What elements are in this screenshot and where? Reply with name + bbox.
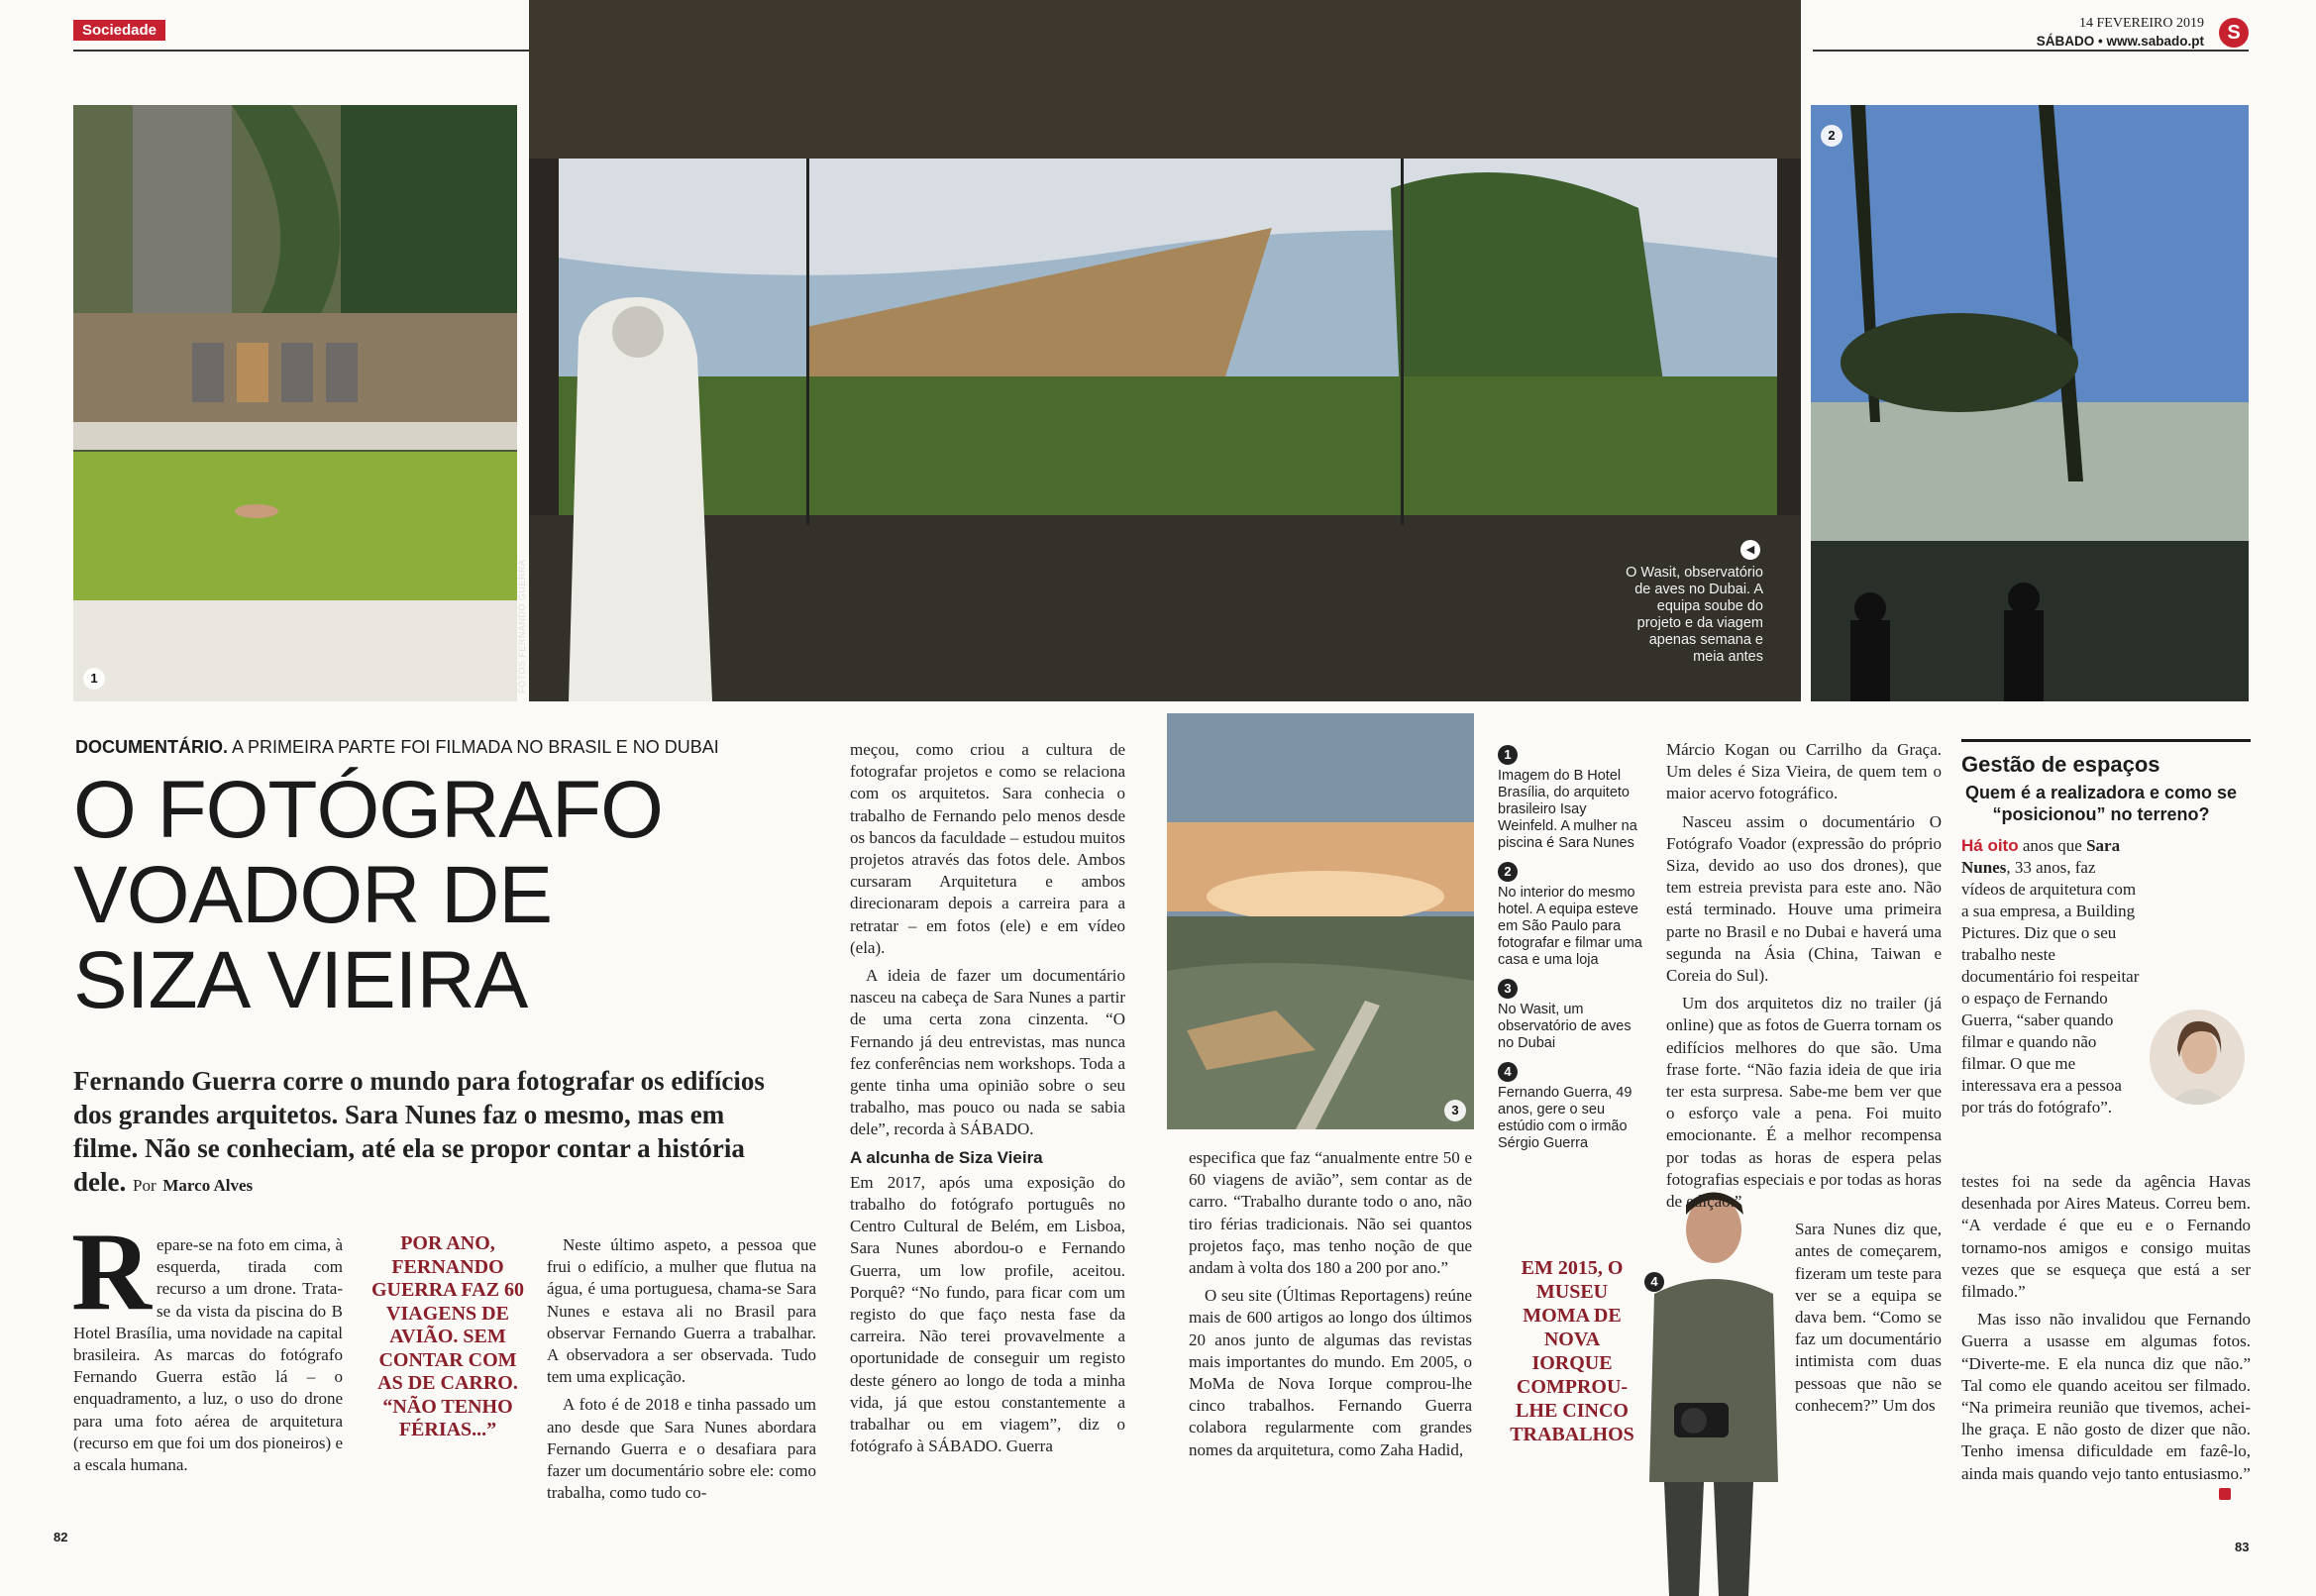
header-rule-left xyxy=(73,50,529,52)
col6-para-3: Um dos arquitetos diz no trailer (já online) que as fotos de Guerra tornam os edifícios melhores do que são. Uma frase forte. “Não fazia ideia de que iria ter esta surpresa. Sabe-me bem ver que o esforço vale a pena. Foi muito emocionante. É a melhor recompensa por todas as horas de espera pelas fotografias especiais e por todas as horas de edição.” xyxy=(1666,994,1942,1212)
issue-date: 14 FEVEREIRO 2019 xyxy=(2079,16,2204,31)
drop-cap: R xyxy=(71,1211,152,1333)
sidebar-box xyxy=(1961,739,2251,1165)
photo-badge-4: 4 xyxy=(1644,1272,1664,1292)
caption-2: 2 No interior do mesmo hotel. A equipa esteve em São Paulo para fotografar e filmar uma casa e uma loja xyxy=(1498,864,1642,968)
kicker xyxy=(75,737,719,758)
byline-name: Marco Alves xyxy=(162,1176,254,1195)
sidebar-title: Gestão de espaços xyxy=(1961,752,2160,777)
caption-1: 1 Imagem do B Hotel Brasília, do arquiteto brasileiro Isay Weinfeld. A mulher na piscina é Sara Nunes xyxy=(1498,747,1637,851)
sara-nunes-avatar xyxy=(2150,1010,2245,1105)
header-rule-right xyxy=(1813,50,2249,52)
col2-para-2: A foto é de 2018 e tinha passado um ano desde que Sara Nunes abordara Fernando Guerra e o desafiara para fazer um documentário sobre ele: como trabalha, como tudo co- xyxy=(547,1395,816,1503)
col2-para-1: Neste último aspeto, a pessoa que frui o edifício, a mulher que flutua na água, é uma portuguesa, chama-se Sara Nunes e estava ali no Brasil para observar Fernando Guerra a trabalhar. A observadora a ser observada. Tudo tem uma explicação. xyxy=(547,1235,816,1387)
end-mark-icon xyxy=(2219,1488,2231,1500)
publication-name: SÁBADO • www.sabado.pt xyxy=(2036,34,2204,49)
page-number-right: 83 xyxy=(2235,1540,2250,1554)
sidebar-para-3: Mas isso não invalidou que Fernando Guerra a usasse em algumas fotos. “Diverte-me. E ela nunca diz que não.” Tal como ele quando aceitou ser filmado. “Na primeira reunião que tivemos, achei-lhe graça. E não gosto de dizer que não. Tenho imensa dificuldade em fazê-lo, ainda mais quando vejo tanto entusiasmo.” xyxy=(1961,1310,2251,1483)
sidebar-continuation xyxy=(1961,1171,2251,1491)
caption-4: 4 Fernando Guerra, 49 anos, gere o seu estúdio com o irmão Sérgio Guerra xyxy=(1498,1064,1632,1151)
byline-prefix: Por xyxy=(133,1176,157,1195)
caption-arrow-icon: ◀ xyxy=(1740,540,1760,560)
sidebar-question: Quem é a realizadora e como se “posicionou” no terreno? xyxy=(1964,783,2238,824)
photo-hotel-interior xyxy=(1811,105,2249,701)
sidebar-para-2: testes foi na sede da agência Havas desenhada por Aires Mateus. Correu bem. “A verdade é que eu e o Fernando tornamo-nos amigos e consigo muitas vezes que se esqueça que está a ser filmado.” xyxy=(1961,1172,2251,1302)
photo-wasit-observatory xyxy=(529,0,1801,701)
headline xyxy=(73,765,663,1025)
body-column-4 xyxy=(1189,1147,1472,1467)
main-photo-caption: O Wasit, observatório de aves no Dubai. A equipa soube do projeto e da viagem apenas semana e meia antes xyxy=(1626,565,1763,665)
body-column-6 xyxy=(1666,739,1942,1423)
sidebar-name: Sara Nunes xyxy=(1961,836,2121,877)
headline-line-3: SIZA VIEIRA xyxy=(73,935,528,1025)
photo-credit: FOTOS FERNANDO GUERRA xyxy=(517,559,527,693)
lead-text: Fernando Guerra corre o mundo para fotografar os edifícios dos grandes arquitetos. Sara Nunes faz o mesmo, mas em filme. Não se conheciam, até ela se propor contar a história dele. xyxy=(73,1066,765,1197)
sidebar-body: Há oito anos que Sara Nunes, 33 anos, faz vídeos de arquitetura com a sua empresa, a Building Pictures. Diz que o seu trabalho neste documentário foi respeitar o espaço de Fernando Guerra, “saber quando filmar e quando não filmar. O que me interessava era a pessoa por trás do fotógrafo”. xyxy=(1961,836,2140,1117)
kicker-bold: DOCUMENTÁRIO. xyxy=(75,737,228,757)
col4-para-2: O seu site (Últimas Reportagens) reúne mais de 600 artigos ao longo dos últimos 20 anos junto de algumas das revistas mais importantes do mundo. Em 2005, o MoMa de Nova Iorque comprou-lhe cinco trabalhos. Fernando Guerra colabora regularmente com grandes nomes da arquitetura, como Zaha Hadid, xyxy=(1189,1286,1472,1459)
sidebar-lead-red: Há oito xyxy=(1961,836,2019,855)
caption-3: 3 No Wasit, um observatório de aves no Dubai xyxy=(1498,981,1632,1051)
photo-hotel-pool-aerial xyxy=(73,105,517,701)
col4-para-1: especifica que faz “anualmente entre 50 e 60 viagens de avião”, sem contar as de carro. “Trabalho durante todo o ano, não tiro férias tradicionais. Não sei quantos projetos faço, mas tenho noção de que andam à volta dos 180 a 200 por ano.” xyxy=(1189,1148,1472,1278)
col3-para-1: meçou, como criou a cultura de fotografar projetos e como se relaciona com os arquitetos. Sara conhecia o trabalho de Fernando pelo menos desde os bancos da faculdade – estudou muitos projetos através das fotos dele. Ambos cursaram Arquitetura e ambos direcionaram depois a carreira para a retratar – em fotos (ele) e em vídeo (ela). xyxy=(850,740,1125,957)
photo-badge-3: 3 xyxy=(1444,1100,1466,1121)
body-column-1 xyxy=(73,1234,343,1476)
page-number-left: 82 xyxy=(53,1530,68,1544)
magazine-logo: S xyxy=(2219,18,2249,48)
section-label: Sociedade xyxy=(73,20,165,41)
subhead-siza-nickname: A alcunha de Siza Vieira xyxy=(850,1147,1043,1167)
headline-line-2: VOADOR DE xyxy=(73,850,553,940)
photo-badge-2: 2 xyxy=(1821,125,1842,147)
pullquote-moma: EM 2015, O MUSEU MOMA DE NOVA IORQUE COMPROU-LHE CINCO TRABALHOS xyxy=(1510,1257,1634,1445)
body-column-2 xyxy=(547,1234,816,1510)
photo-wasit-landscape xyxy=(1167,713,1474,1129)
photo-badge-1: 1 xyxy=(83,668,105,690)
photo-captions xyxy=(1498,745,1646,1162)
col3-para-3: Em 2017, após uma exposição do trabalho do fotógrafo português no Centro Cultural de Belém, em Lisboa, Sara Nunes abordou-o e Fernando Guerra, um low profile, aceitou. Porquê? “No fundo, para ficar com um registo do que faço nesta fase da carreira. Não terei provavelmente a oportunidade de conseguir um registo deste género ao longo de toda a minha vida, já que estou constantemente a trabalhar ou em viagem”, diz o fotógrafo à SÁBADO. Guerra xyxy=(850,1172,1125,1456)
lead-paragraph xyxy=(73,1064,787,1203)
col6-para-1: Márcio Kogan ou Carrilho da Graça. Um deles é Siza Vieira, de quem tem o maior acervo fotográfico. xyxy=(1666,740,1942,803)
col6-para-2: Nasceu assim o documentário O Fotógrafo Voador (expressão do próprio Siza, devido ao uso dos drones), que tem estreia prevista para este ano. Não está terminado. Houve uma primeira parte no Brasil e no Dubai e haverá uma segunda na Ásia (China, Taiwan e Coreia do Sul). xyxy=(1666,811,1942,986)
col1-para-1: epare-se na foto em cima, à esquerda, tirada com recurso a um drone. Trata-se da vista da piscina do B Hotel Brasília, uma novidade na capital brasileira. As marcas do fotógrafo Fernando Guerra estão lá – o enquadramento, a luz, o uso do drone para uma foto aérea de arquitetura (recurso em que foi um dos pioneiros) e a escala humana. xyxy=(73,1235,343,1475)
kicker-rest: A PRIMEIRA PARTE FOI FILMADA NO BRASIL E NO DUBAI xyxy=(232,737,719,757)
col6-para-4: Sara Nunes diz que, antes de começarem, fizeram um teste para ver se a equipa se dava bem. “Como se faz um documentário intimista com duas pessoas que não se conhecem?” Um dos xyxy=(1795,1220,1942,1415)
body-column-3 xyxy=(850,739,1125,1464)
pullquote-trips: POR ANO, FERNANDO GUERRA FAZ 60 VIAGENS DE AVIÃO. SEM CONTAR COM AS DE CARRO. “NÃO TENHO FÉRIAS...” xyxy=(370,1232,525,1440)
headline-line-1: O FOTÓGRAFO xyxy=(73,765,663,855)
col3-para-2: A ideia de fazer um documentário nasceu na cabeça de Sara Nunes a partir de uma certa zona cinzenta. “O Fernando já deu entrevistas, mas nunca fez conferências nem workshops. Toda a gente tinha uma opinião sobre o seu trabalho, mas pouco ou nada se sabia dele”, recorda à SÁBADO. xyxy=(850,966,1125,1139)
